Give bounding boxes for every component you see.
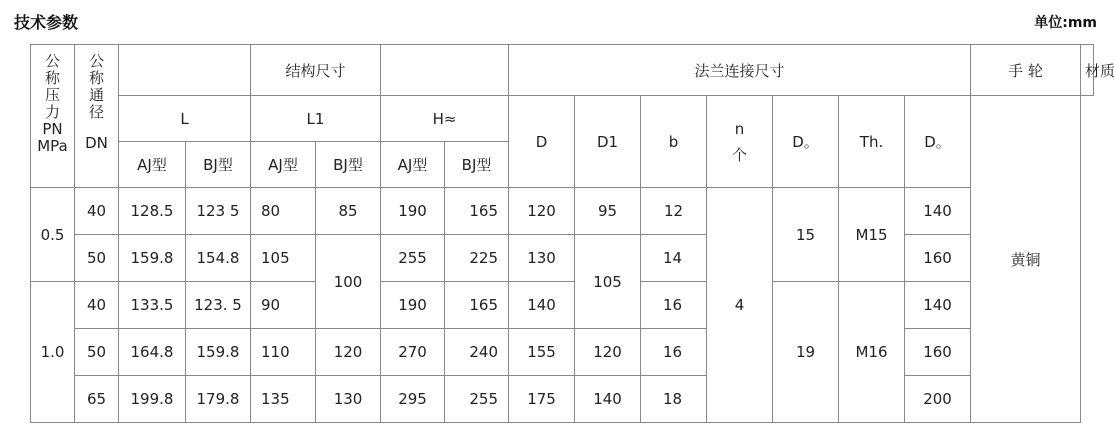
header-blank-2 (381, 45, 509, 96)
l1-aj-cell: 105 (251, 235, 316, 282)
header-D: D (509, 96, 575, 188)
pn-cell: 0.5 (31, 188, 75, 282)
b-cell: 14 (641, 235, 707, 282)
h-bj-cell: 165 (445, 188, 509, 235)
header-diameter: 公 称 通 径 DN (75, 45, 119, 188)
h-bj-cell: 255 (445, 376, 509, 423)
table-row (31, 188, 1094, 235)
header-D1: D1 (575, 96, 641, 188)
header-D0-handwheel: D。 (905, 96, 971, 188)
h-aj-cell: 295 (381, 376, 445, 423)
b-cell: 16 (641, 282, 707, 329)
header-L: L (119, 96, 251, 142)
l-bj-cell: 154.8 (186, 235, 251, 282)
l-bj-cell: 123 5 (186, 188, 251, 235)
d1-cell: 105 (575, 235, 641, 329)
b-cell: 12 (641, 188, 707, 235)
table-row (31, 235, 1094, 282)
header-L-BJ: BJ型 (186, 142, 251, 188)
l1-aj-cell: 80 (251, 188, 316, 235)
header-flange: 法兰连接尺寸 (509, 45, 971, 96)
d-cell: 120 (509, 188, 575, 235)
hw-d0-cell: 160 (905, 235, 971, 282)
b-cell: 16 (641, 329, 707, 376)
l-aj-cell: 159.8 (119, 235, 186, 282)
dn-cell: 50 (75, 329, 119, 376)
l1-aj-cell: 135 (251, 376, 316, 423)
th-value-10: M16 (839, 282, 905, 423)
n-value: 4 (707, 188, 773, 423)
l-aj-cell: 128.5 (119, 188, 186, 235)
hw-d0-cell: 160 (905, 329, 971, 376)
l1-bj-cell: 130 (316, 376, 381, 423)
l1-bj-cell: 100 (316, 235, 381, 329)
table-row (31, 329, 1094, 376)
table-row (31, 376, 1094, 423)
l-aj-cell: 133.5 (119, 282, 186, 329)
l1-bj-cell: 120 (316, 329, 381, 376)
spec-table (30, 44, 1115, 423)
d-cell: 130 (509, 235, 575, 282)
d1-cell: 140 (575, 376, 641, 423)
l-bj-cell: 179.8 (186, 376, 251, 423)
l1-aj-cell: 90 (251, 282, 316, 329)
d-cell: 155 (509, 329, 575, 376)
h-aj-cell: 190 (381, 282, 445, 329)
dn-cell: 40 (75, 282, 119, 329)
h-aj-cell: 255 (381, 235, 445, 282)
d-cell: 140 (509, 282, 575, 329)
h-aj-cell: 190 (381, 188, 445, 235)
h-bj-cell: 165 (445, 282, 509, 329)
l1-bj-cell: 85 (316, 188, 381, 235)
l-bj-cell: 123. 5 (186, 282, 251, 329)
header-row-1 (31, 45, 1094, 96)
h-aj-cell: 270 (381, 329, 445, 376)
header-n: n 个 (707, 96, 773, 188)
header-H-BJ: BJ型 (445, 142, 509, 188)
table-row (31, 282, 1094, 329)
d0-value-10: 19 (773, 282, 839, 423)
d1-cell: 95 (575, 188, 641, 235)
header-b: b (641, 96, 707, 188)
header-blank-1 (119, 45, 251, 96)
section-title: 技术参数 (14, 13, 79, 32)
header-handwheel: 手 轮 (971, 45, 1081, 96)
hw-d0-cell: 200 (905, 376, 971, 423)
d1-cell: 120 (575, 329, 641, 376)
d-cell: 175 (509, 376, 575, 423)
header-pressure: 公 称 压 力 PN MPa (31, 45, 75, 188)
header-H: H≈ (381, 96, 509, 142)
material-value: 黄铜 (971, 96, 1081, 423)
dn-cell: 65 (75, 376, 119, 423)
header-D0: D。 (773, 96, 839, 188)
b-cell: 18 (641, 376, 707, 423)
d0-value-05: 15 (773, 188, 839, 282)
h-bj-cell: 225 (445, 235, 509, 282)
header-structure: 结构尺寸 (251, 45, 381, 96)
hw-d0-cell: 140 (905, 188, 971, 235)
header-Th: Th. (839, 96, 905, 188)
l-aj-cell: 164.8 (119, 329, 186, 376)
header-L1: L1 (251, 96, 381, 142)
l-aj-cell: 199.8 (119, 376, 186, 423)
header-L1-AJ: AJ型 (251, 142, 316, 188)
hw-d0-cell: 140 (905, 282, 971, 329)
pn-cell: 1.0 (31, 282, 75, 423)
h-bj-cell: 240 (445, 329, 509, 376)
header-L1-BJ: BJ型 (316, 142, 381, 188)
unit-label: 单位:mm (1034, 15, 1097, 31)
header-row-2 (31, 96, 1094, 142)
header-L-AJ: AJ型 (119, 142, 186, 188)
dn-cell: 40 (75, 188, 119, 235)
l-bj-cell: 159.8 (186, 329, 251, 376)
header-material: 材质 (1081, 45, 1094, 96)
header-H-AJ: AJ型 (381, 142, 445, 188)
l1-aj-cell: 110 (251, 329, 316, 376)
th-value-05: M15 (839, 188, 905, 282)
dn-cell: 50 (75, 235, 119, 282)
